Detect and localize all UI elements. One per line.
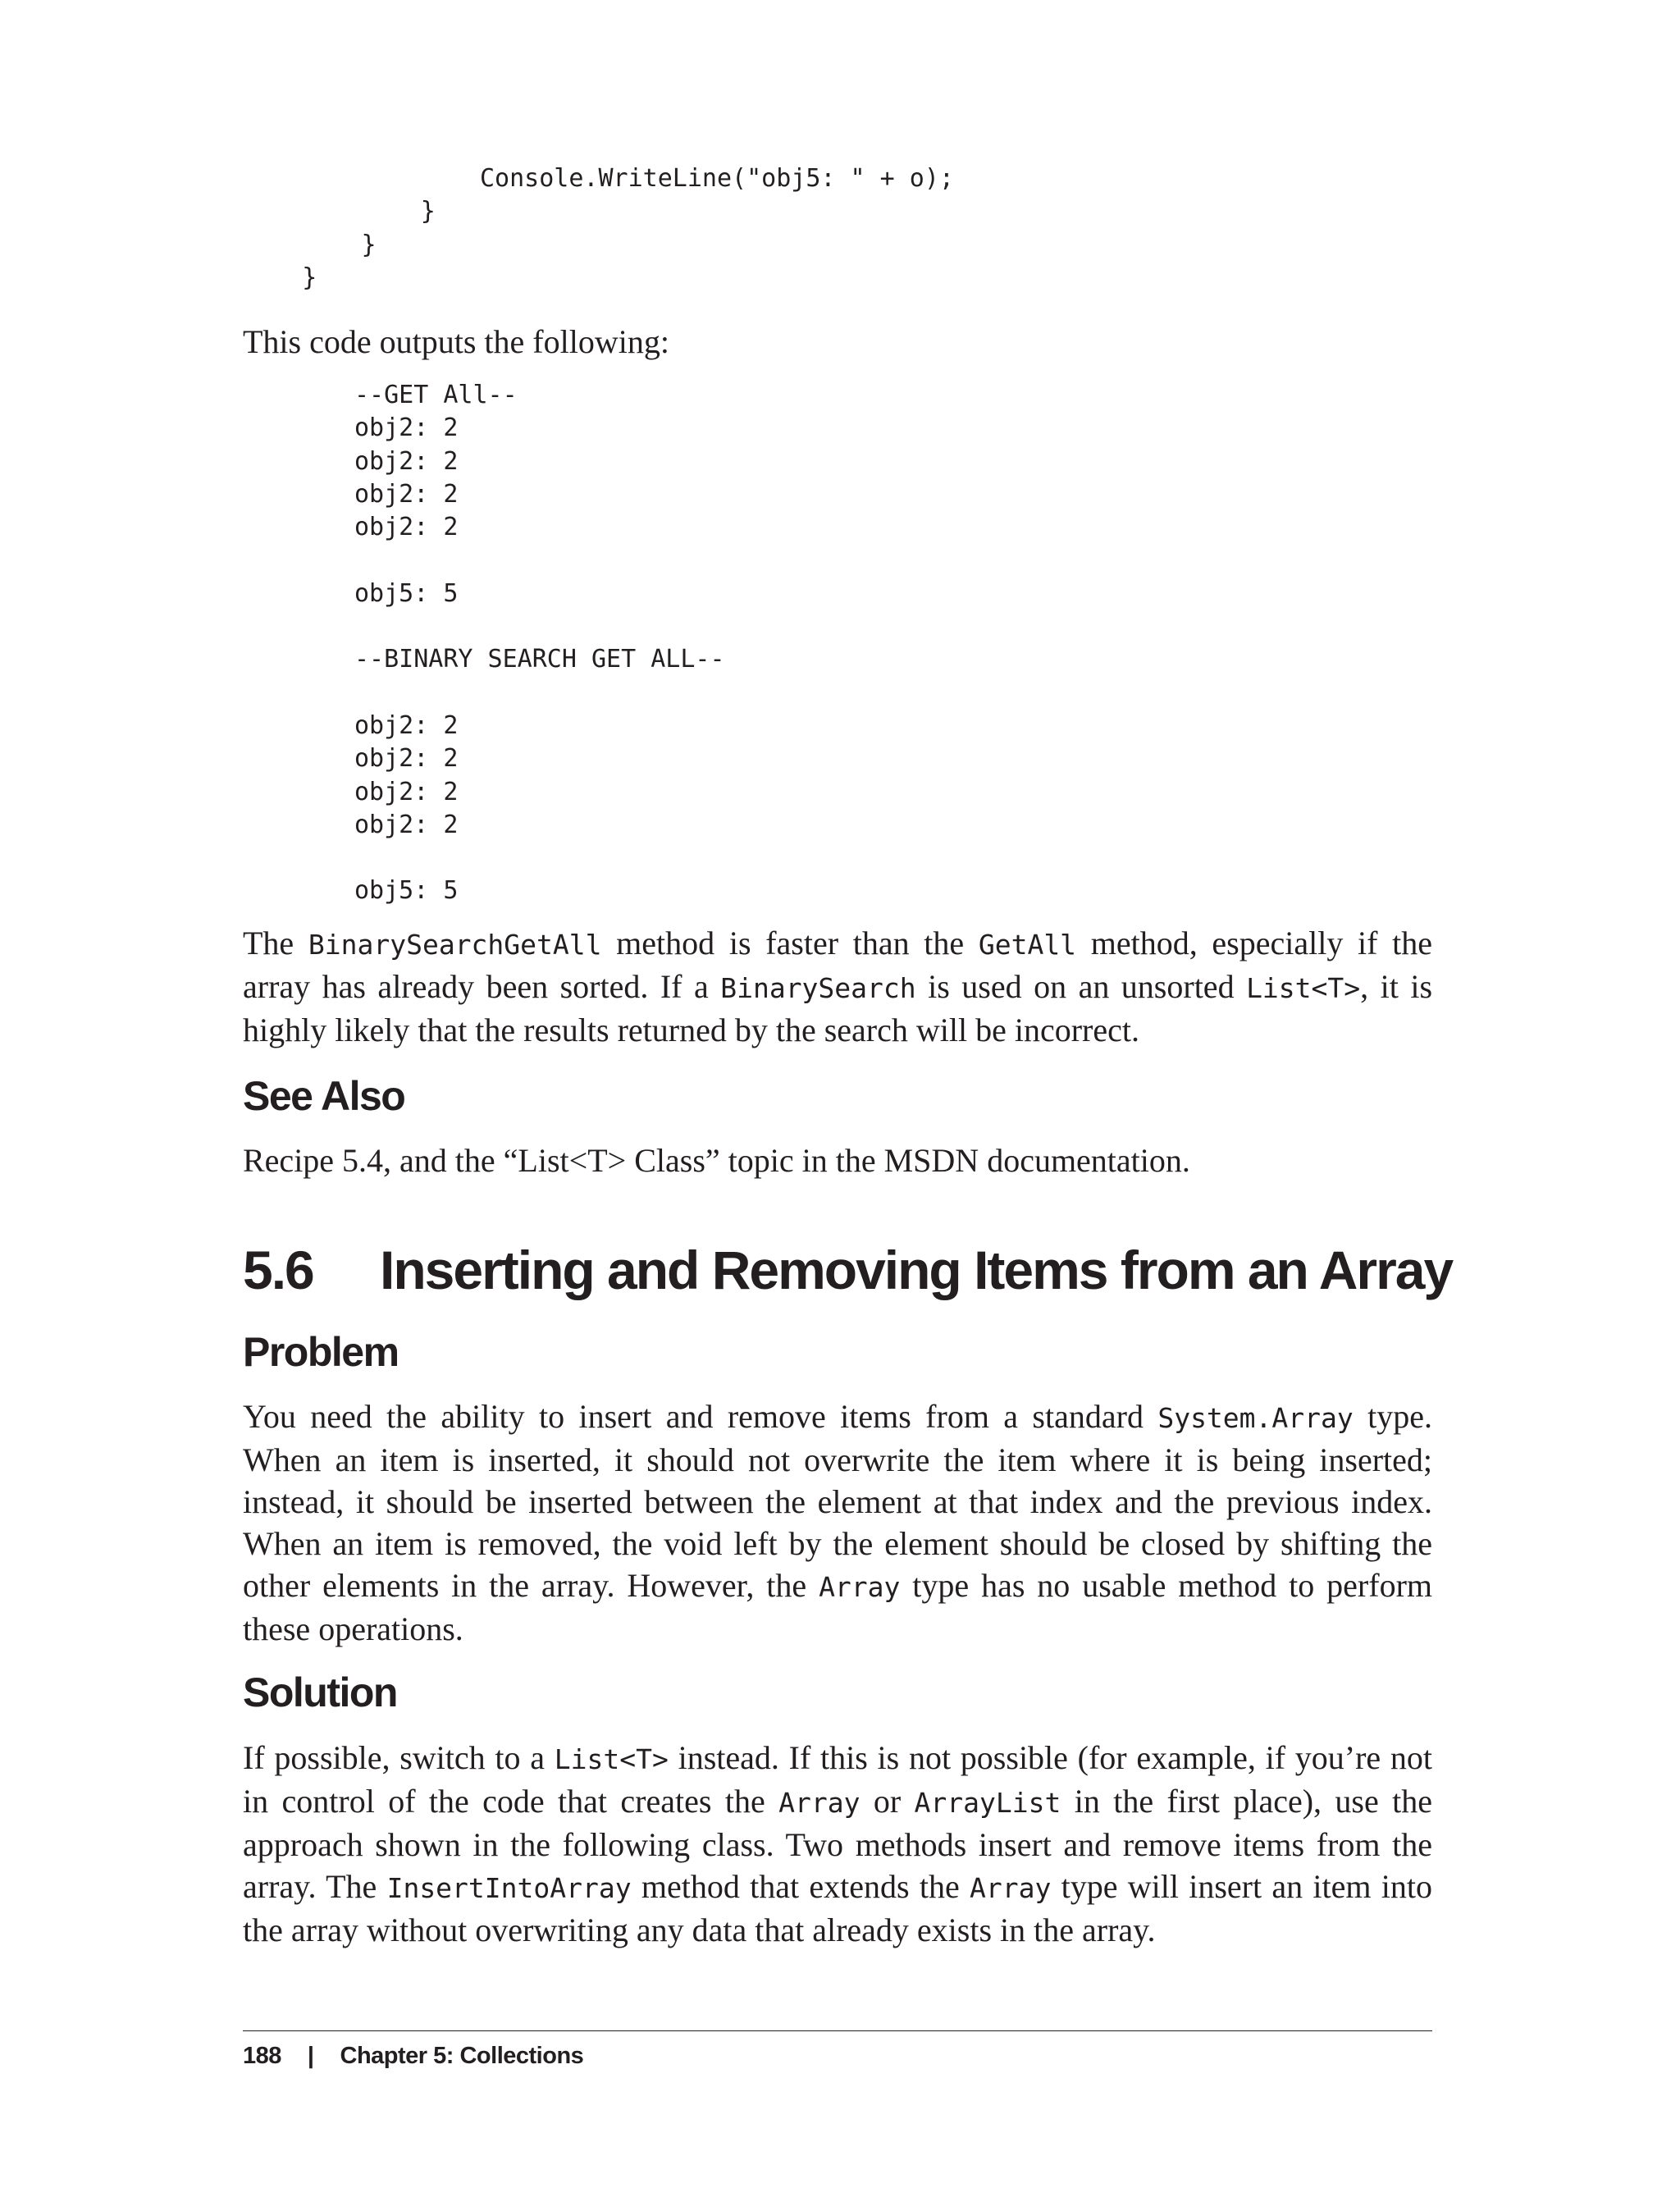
page-number: 188 [243, 2043, 281, 2069]
code-list-t: List<T> [1246, 972, 1361, 1004]
section-title [243, 1237, 1453, 1303]
code-list-t: List<T> [554, 1743, 669, 1775]
problem-heading: Problem [243, 1329, 399, 1375]
code-system-array: System.Array [1157, 1402, 1354, 1434]
code-binarysearch: BinarySearch [720, 972, 916, 1004]
page-footer [243, 2039, 583, 2072]
code-getall: GetAll [978, 929, 1077, 961]
solution-paragraph: If possible, switch to a List<T> instead. If this is not possible (for example, if you’re not in control of the code that creates the Array or ArrayList in the first place), use the approach shown in the following class. Two methods insert and remove items from the array. The InsertIntoArray method that extends the Array type will insert an item into the array without overwriting any data that already exists in the array. [243, 1739, 1433, 1948]
paragraph-binary-search: The BinarySearchGetAll method is faster than the GetAll method, especially if the array has already been sorted. If a BinarySearch is used on an unsorted List<T>, it is highly likely that the results returned by the search will be incorrect. [243, 925, 1433, 1048]
footer-separator: | [307, 2043, 314, 2069]
code-array: Array [969, 1872, 1052, 1904]
section-title-text: Inserting and Removing Items from an Array [380, 1240, 1453, 1300]
code-array: Array [778, 1787, 861, 1819]
code-block-tail: Console.WriteLine("obj5: " + o); } } } [302, 164, 954, 292]
problem-paragraph: You need the ability to insert and remove items from a standard System.Array type. When an item is inserted, it should not overwrite the item where it is being inserted; instead, it should be inserted between the element at that index and the previous index. When an item is removed, the void left by the element should be closed by shifting the other elements in the array. However, the Array type has no usable method to perform these operations. [243, 1398, 1432, 1647]
chapter-label: Chapter 5: Collections [340, 2043, 584, 2069]
code-insertintoarray: InsertIntoArray [386, 1872, 632, 1904]
code-arraylist: ArrayList [914, 1787, 1061, 1819]
section-number: 5.6 [243, 1240, 313, 1300]
see-also-heading: See Also [243, 1073, 405, 1119]
see-also-text: Recipe 5.4, and the “List<T> Class” topic in the MSDN documentation. [243, 1142, 1190, 1179]
code-array: Array [819, 1571, 901, 1603]
code-binarysearchgetall: BinarySearchGetAll [308, 929, 602, 961]
solution-heading: Solution [243, 1669, 397, 1715]
code-output-block: --GET All-- obj2: 2 obj2: 2 obj2: 2 obj2: 2 obj5: 5 --BINARY SEARCH GET ALL-- obj2: 2 obj2: 2 obj2: 2 obj2: 2 obj5: 5 [354, 381, 725, 906]
footer-rule [243, 2030, 1432, 2031]
intro-sentence: This code outputs the following: [243, 323, 669, 360]
